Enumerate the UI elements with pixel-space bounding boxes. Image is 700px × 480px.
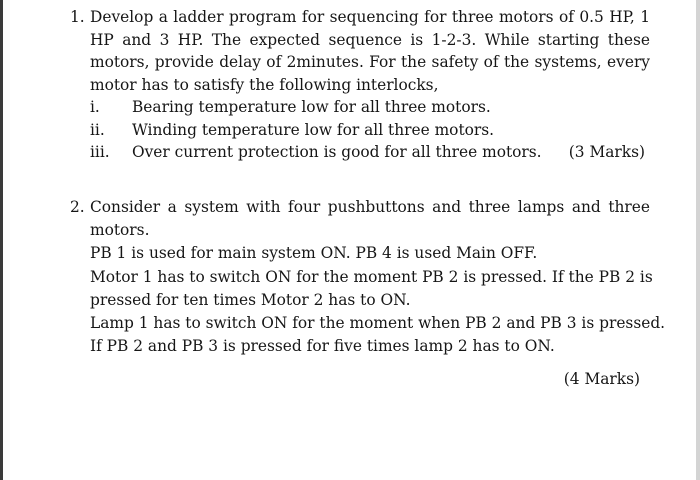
interlock-numeral: iii.: [90, 143, 110, 161]
question-line: Motor 1 has to switch ON for the moment PB 2 is pressed. If the PB 2 is: [90, 267, 653, 286]
question-number: 1.: [70, 8, 85, 26]
question-2: [70, 196, 666, 392]
question-line: Lamp 1 has to switch ON for the moment when PB 2 and PB 3 is pressed.: [90, 314, 666, 333]
interlock-numeral: ii.: [90, 120, 105, 139]
question-number: 2.: [70, 198, 85, 216]
marks-label: (4 Marks): [563, 370, 640, 389]
question-line: If PB 2 and PB 3 is pressed for five times lamp 2 has to ON.: [90, 337, 555, 356]
interlock-text: Over current protection is good for all three motors.: [132, 143, 542, 161]
interlock-text: Bearing temperature low for all three motors.: [132, 98, 491, 116]
question-line: pressed for ten times Motor 2 has to ON.: [90, 290, 411, 309]
interlock-item: [90, 119, 650, 142]
question-1: [70, 6, 650, 164]
interlock-text: Winding temperature low for all three motors.: [132, 120, 495, 139]
interlock-item: [90, 141, 650, 164]
interlock-numeral: i.: [90, 98, 100, 116]
interlock-item: [90, 96, 650, 119]
question-text: Develop a ladder program for sequencing for three motors of 0.5 HP, 1 HP and 3 HP. The expected sequence is 1-2-3. While starting these motors, provide delay of 2minutes. For the safety of the systems, every motor has to satisfy the following interlocks,: [90, 8, 650, 94]
question-text: Consider a system with four pushbuttons and three lamps and three motors.: [90, 198, 650, 240]
question-line: PB 1 is used for main system ON. PB 4 is used Main OFF.: [90, 244, 538, 263]
marks-label: (3 Marks): [568, 143, 645, 161]
